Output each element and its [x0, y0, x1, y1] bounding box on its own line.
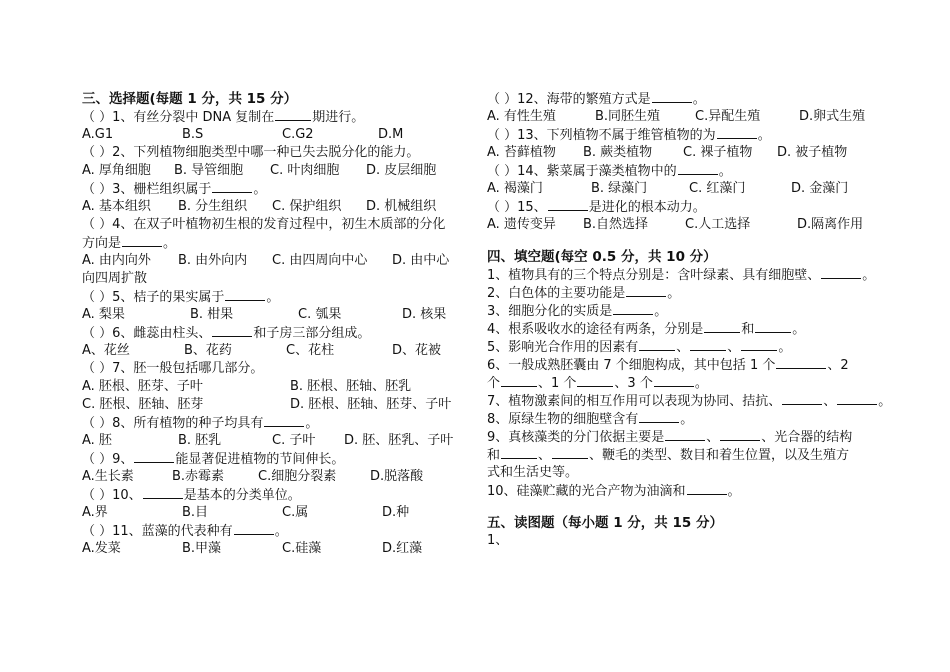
option-d: D.隔离作用: [797, 217, 864, 232]
option-c: C. 由四周向中心: [272, 253, 368, 268]
option-d: D. 金藻门: [791, 181, 849, 196]
fill-8: 8、原绿生物的细胞壁含有 。: [487, 412, 694, 427]
fill-2: 2、白色体的主要功能是 。: [487, 286, 681, 301]
answer-blank: [704, 320, 740, 333]
answer-blank: [122, 234, 162, 247]
option-c: C.人工选择: [685, 217, 751, 232]
option-b: B. 导管细胞: [174, 163, 244, 178]
fill-6: 6、一般成熟胚囊由 7 个细胞构成，其中包括 1 个 、2: [487, 358, 849, 373]
option-a: A. 苔藓植物: [487, 145, 556, 160]
answer-blank: [134, 450, 174, 463]
option-a: A、花丝: [82, 343, 130, 358]
question-14: （ ）14、紫菜属于藻类植物中的 。: [487, 164, 732, 179]
question-4: （ ）4、在双子叶植物初生根的发育过程中，初生木质部的分化: [82, 217, 446, 232]
answer-blank: [652, 90, 692, 103]
option-b: B. 由外向内: [178, 253, 248, 268]
answer-blank: [212, 324, 252, 337]
answer-blank: [821, 266, 861, 279]
question-6: （ ）6、雌蕊由柱头、 和子房三部分组成。: [82, 326, 371, 341]
option-a: A. 基本组织: [82, 199, 151, 214]
option-b: B. 胚乳: [178, 433, 222, 448]
answer-blank: [577, 374, 613, 387]
option-b: B.自然选择: [583, 217, 649, 232]
option-c: C. 子叶: [272, 433, 316, 448]
fill-9-line3: 式和生活史等。: [487, 465, 579, 480]
option-c: C、花柱: [286, 343, 335, 358]
option-a: A.G1: [82, 127, 114, 142]
question-12: （ ）12、海带的繁殖方式是 。: [487, 92, 706, 107]
answer-blank: [720, 428, 760, 441]
option-b: B. 柑果: [190, 307, 234, 322]
option-c: C. 瓠果: [298, 307, 342, 322]
option-c: C. 裸子植物: [683, 145, 753, 160]
option-a: A.生长素: [82, 469, 134, 484]
answer-blank: [212, 180, 252, 193]
answer-blank: [687, 482, 727, 495]
question-9: （ ）9、 能显著促进植物的节间伸长。: [82, 452, 345, 467]
answer-blank: [626, 284, 666, 297]
fill-1: 1、植物具有的三个特点分别是：含叶绿素、具有细胞壁、 。: [487, 268, 876, 283]
option-b: B.同胚生殖: [595, 109, 661, 124]
option-b: B. 分生组织: [178, 199, 248, 214]
option-a: A.界: [82, 505, 108, 520]
section-5-title: 五、读图题（每小题 1 分，共 15 分）: [487, 515, 723, 531]
option-a: A. 胚根、胚芽、子叶: [82, 379, 203, 394]
fill-9: 9、真核藻类的分门依据主要是 、 、光合器的结构: [487, 430, 853, 445]
answer-blank: [654, 374, 694, 387]
fill-9-line2: 和 、 、鞭毛的类型、数目和着生位置，以及生殖方: [487, 448, 850, 463]
answer-blank: [143, 486, 183, 499]
option-d: D、花被: [392, 343, 442, 358]
answer-blank: [639, 410, 679, 423]
answer-blank: [639, 338, 675, 351]
option-c: C.细胞分裂素: [258, 469, 337, 484]
fill-3: 3、细胞分化的实质是 。: [487, 304, 668, 319]
fill-6-line2: 个 、1 个 、3 个 。: [487, 376, 708, 391]
option-c: C.属: [282, 505, 309, 520]
option-a: A. 由内向外: [82, 253, 151, 268]
option-a: A. 遗传变异: [487, 217, 556, 232]
section-3-title: 三、选择题(每题 1 分，共 15 分）: [82, 91, 298, 107]
answer-blank: [264, 414, 304, 427]
option-d: D.M: [378, 127, 404, 142]
diagram-item-1: 1、: [487, 533, 509, 548]
fill-7: 7、植物激素间的相互作用可以表现为协同、拮抗、 、 。: [487, 394, 892, 409]
option-b: B.目: [182, 505, 209, 520]
option-b: B.赤霉素: [172, 469, 225, 484]
fill-10: 10、硅藻贮藏的光合产物为油滴和 。: [487, 484, 741, 499]
option-a: A. 褐藻门: [487, 181, 543, 196]
option-d: D. 胚、胚乳、子叶: [344, 433, 454, 448]
option-c: C.异配生殖: [695, 109, 761, 124]
option-b: B. 胚根、胚轴、胚乳: [290, 379, 412, 394]
answer-blank: [234, 522, 274, 535]
answer-blank: [501, 374, 537, 387]
option-d: D. 皮层细胞: [366, 163, 437, 178]
question-8: （ ）8、所有植物的种子均具有 。: [82, 416, 319, 431]
answer-blank: [690, 338, 726, 351]
option-a: A. 厚角细胞: [82, 163, 151, 178]
option-c: C.G2: [282, 127, 314, 142]
fill-5: 5、影响光合作用的因素有 、 、 。: [487, 340, 792, 355]
option-c: C.硅藻: [282, 541, 322, 556]
answer-blank: [717, 126, 757, 139]
option-d: D.红藻: [382, 541, 423, 556]
option-d: D. 由中心: [392, 253, 450, 268]
option-b: B.S: [182, 127, 204, 142]
option-c: C. 胚根、胚轴、胚芽: [82, 397, 204, 412]
option-d: D. 胚根、胚轴、胚芽、子叶: [290, 397, 452, 412]
option-d: D. 核果: [402, 307, 447, 322]
option-d: D. 机械组织: [366, 199, 437, 214]
answer-blank: [552, 446, 588, 459]
option-b: B.甲藻: [182, 541, 222, 556]
answer-blank: [225, 288, 265, 301]
answer-blank: [613, 302, 653, 315]
option-c: C. 叶肉细胞: [270, 163, 340, 178]
answer-blank: [776, 356, 826, 369]
option-b: B. 绿藻门: [591, 181, 648, 196]
question-1: （ ）1、有丝分裂中 DNA 复制在 期进行。: [82, 110, 365, 125]
option-a: A. 梨果: [82, 307, 125, 322]
option-a: A. 胚: [82, 433, 112, 448]
option-d: D. 被子植物: [777, 145, 848, 160]
answer-blank: [275, 108, 311, 121]
question-11: （ ）11、蓝藻的代表种有 。: [82, 524, 288, 539]
option-d: D.种: [382, 505, 410, 520]
option-b: B. 蕨类植物: [583, 145, 653, 160]
option-a: A. 有性生殖: [487, 109, 556, 124]
answer-blank: [755, 320, 791, 333]
question-15: （ ）15、 是进化的根本动力。: [487, 200, 706, 215]
option-d-continued: 向四周扩散: [82, 271, 148, 286]
answer-blank: [741, 338, 777, 351]
option-a: A.发菜: [82, 541, 121, 556]
question-2: （ ）2、下列植物细胞类型中哪一种已失去脱分化的能力。: [82, 145, 420, 160]
question-5: （ ）5、桔子的果实属于 。: [82, 290, 280, 305]
question-7: （ ）7、胚一般包括哪几部分。: [82, 361, 264, 376]
section-4-title: 四、填空题(每空 0.5 分，共 10 分）: [487, 249, 717, 265]
option-c: C. 保护组织: [272, 199, 342, 214]
question-13: （ ）13、下列植物不属于维管植物的为 。: [487, 128, 771, 143]
question-3: （ ）3、栅栏组织属于 。: [82, 182, 267, 197]
answer-blank: [782, 392, 822, 405]
option-b: B、花药: [184, 343, 232, 358]
answer-blank: [548, 198, 588, 211]
option-d: D.脱落酸: [370, 469, 424, 484]
answer-blank: [678, 162, 718, 175]
question-10: （ ）10、 是基本的分类单位。: [82, 488, 301, 503]
answer-blank: [501, 446, 537, 459]
option-d: D.卵式生殖: [799, 109, 866, 124]
option-c: C. 红藻门: [689, 181, 746, 196]
question-4-line2: 方向是 。: [82, 236, 177, 251]
answer-blank: [665, 428, 705, 441]
fill-4: 4、根系吸收水的途径有两条，分别是 和 。: [487, 322, 806, 337]
answer-blank: [837, 392, 877, 405]
